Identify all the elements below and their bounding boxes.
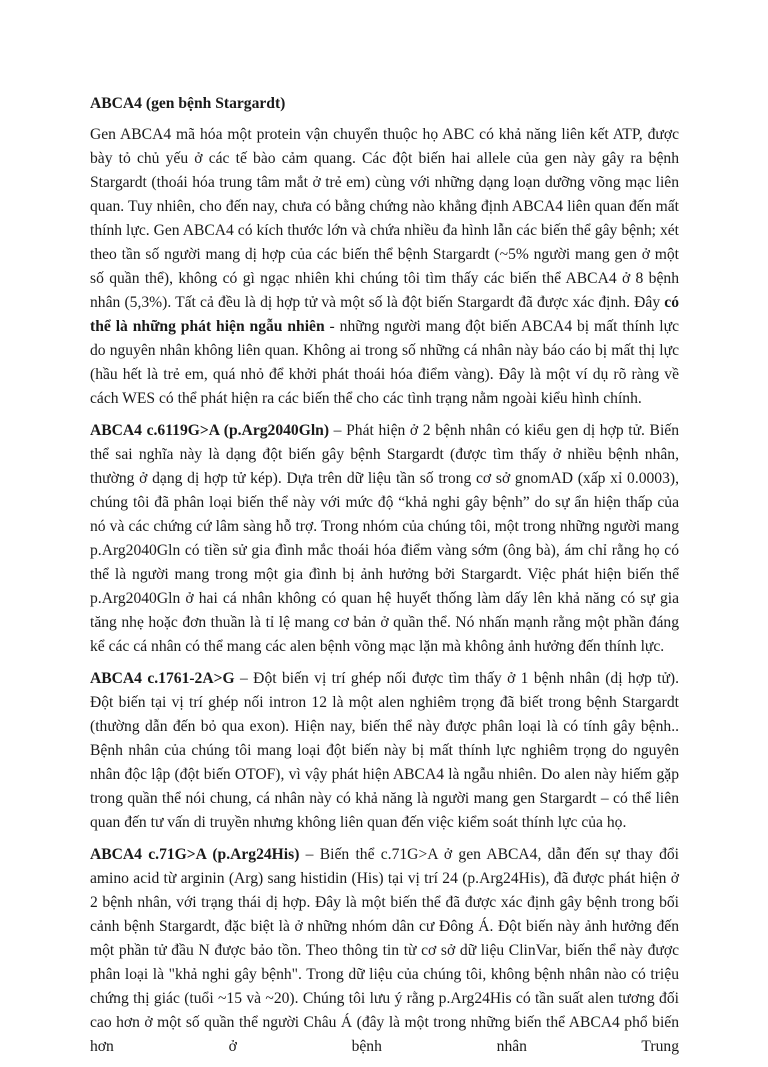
intro-paragraph <box>90 123 679 411</box>
intro-bold-phrase: có thể là những phát hiện ngẫu nhiên <box>90 294 679 335</box>
variant-paragraph-arg24his <box>90 843 679 1059</box>
variant-title: ABCA4 c.1761-2A>G <box>90 670 235 687</box>
intro-text-1: Gen ABCA4 mã hóa một protein vận chuyển thuộc họ ABC có khả năng liên kết ATP, được bày tỏ chủ yếu ở các tế bào cảm quang. Các đột biến hai allele của gen này gây ra bệnh Stargardt (thoái hóa trung tâm mắt ở trẻ em) cùng với những dạng loạn dưỡng võng mạc liên quan. Tuy nhiên, cho đến nay, chưa có bằng chứng nào khẳng định ABCA4 liên quan đến mất thính lực. Gen ABCA4 có kích thước lớn và chứa nhiều đa hình lẫn các biến thể gây bệnh; xét theo tần số người mang dị hợp của các biến thể bệnh Stargardt (~5% người mang gen ở một số quần thể), không có gì ngạc nhiên khi chúng tôi tìm thấy các biến thể ABCA4 ở 8 bệnh nhân (5,3%). Tất cả đều là dị hợp tử và một số là đột biến Stargardt đã được xác định. Đây <box>90 126 679 311</box>
variant-paragraph-arg2040gln <box>90 419 679 659</box>
variant-text: – Biến thể c.71G>A ở gen ABCA4, dẫn đến sự thay đổi amino acid từ arginin (Arg) sang histidin (His) tại vị trí 24 (p.Arg24His), đã được phát hiện ở 2 bệnh nhân, với trạng thái dị hợp. Đây là một biến thể đã được xác định gây bệnh trong bối cảnh bệnh Stargardt, đặc biệt là ở những nhóm dân cư Đông Á. Đột biến này ảnh hưởng đến một phần tử đầu N được bảo tồn. Theo thông tin từ cơ sở dữ liệu ClinVar, biến thể này được phân loại là "khả nghi gây bệnh". Trong dữ liệu của chúng tôi, không bệnh nhân nào có triệu chứng thị giác (tuổi ~15 và ~20). Chúng tôi lưu ý rằng p.Arg24His có tần suất alen tương đối cao hơn ở một số quần thể người Châu Á (đây là một trong những biến thể ABCA4 phổ biến hơn ở bệnh nhân Trung <box>90 846 679 1055</box>
variant-title: ABCA4 c.71G>A (p.Arg24His) <box>90 846 300 863</box>
intro-text-2: - những người mang đột biến ABCA4 bị mất thính lực do nguyên nhân không liên quan. Không ai trong số những cá nhân này báo cáo bị mất thị lực (hầu hết là trẻ em, quá nhỏ để khởi phát thoái hóa điểm vàng). Đây là một ví dụ rõ ràng về cách WES có thể phát hiện ra các biến thể cho các tình trạng nằm ngoài kiểu hình chính. <box>90 318 679 407</box>
section-heading: ABCA4 (gen bệnh Stargardt) <box>90 95 286 112</box>
variant-text: – Phát hiện ở 2 bệnh nhân có kiểu gen dị hợp tử. Biến thể sai nghĩa này là dạng đột biến gây bệnh Stargardt (được tìm thấy ở nhiều bệnh nhân, thường ở dạng dị hợp tử kép). Dựa trên dữ liệu tần số trong cơ sở gnomAD (xấp xỉ 0.0003), chúng tôi đã phân loại biến thể này với mức độ “khả nghi gây bệnh” do sự ẩn hiện thấp của nó và các chứng cứ lâm sàng hỗ trợ. Trong nhóm của chúng tôi, một trong những người mang p.Arg2040Gln có tiền sử gia đình mắc thoái hóa điểm vàng sớm (ông bà), ám chỉ rằng họ có thể là người mang trong một gia đình bị ảnh hưởng bởi Stargardt. Việc phát hiện biến thể p.Arg2040Gln ở hai cá nhân không có quan hệ huyết thống làm dấy lên khả năng có sự gia tăng nhẹ hoặc đơn thuần là tỉ lệ mang cơ bản ở quần thể. Nó nhấn mạnh rằng một phần đáng kể các cá nhân có thể mang các alen bệnh võng mạc lặn mà không ảnh hưởng đến thính lực. <box>90 422 680 655</box>
variant-title: ABCA4 c.6119G>A (p.Arg2040Gln) <box>90 422 330 439</box>
variant-paragraph-c1761 <box>90 667 679 835</box>
document-page <box>90 92 679 1067</box>
variant-text: – Đột biến vị trí ghép nối được tìm thấy ở 1 bệnh nhân (dị hợp tử). Đột biến tại vị trí ghép nối intron 12 là một alen nghiêm trọng đã biết trong bệnh Stargardt (thường dẫn đến bỏ qua exon). Hiện nay, biến thể này được phân loại là có tính gây bệnh.. Bệnh nhân của chúng tôi mang loại đột biến này bị mất thính lực nghiêm trọng do nguyên nhân độc lập (đột biến OTOF), vì vậy phát hiện ABCA4 là ngẫu nhiên. Do alen này hiếm gặp trong quần thể nói chung, cá nhân này có khả năng là người mang gen Stargardt – có thể liên quan đến tư vấn di truyền nhưng không liên quan đến việc kiểm soát thính lực của họ. <box>90 670 680 831</box>
